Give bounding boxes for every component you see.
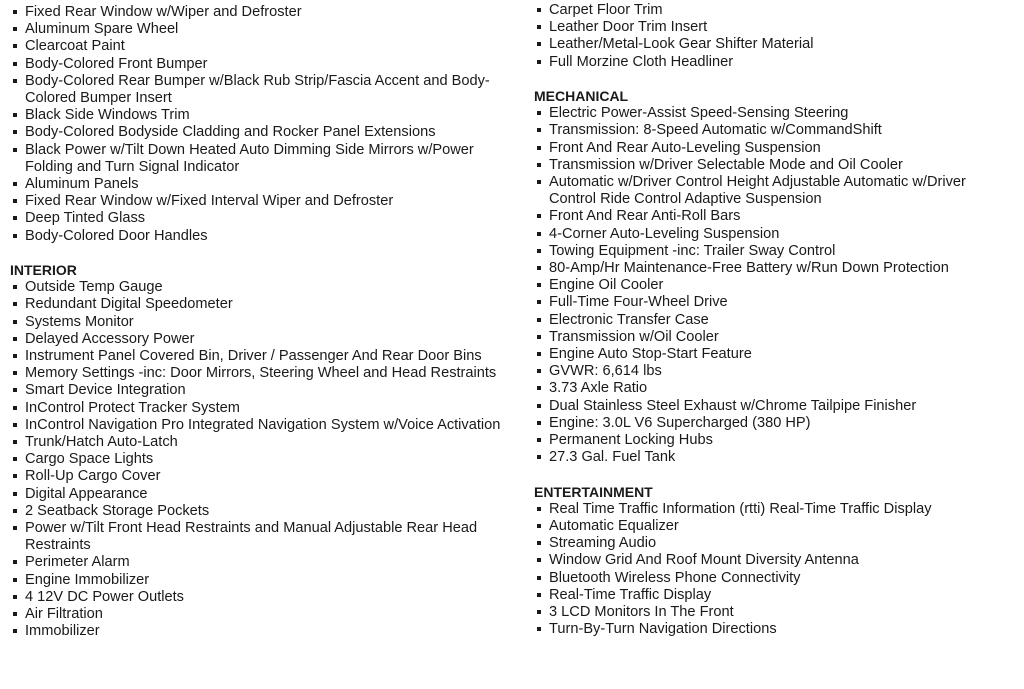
list-item	[10, 572, 515, 589]
list-item-text: GVWR: 6,614 lbs	[549, 363, 662, 380]
bullet-icon	[13, 406, 17, 410]
bullet-icon	[13, 302, 17, 306]
bullet-icon	[13, 216, 17, 220]
bullet-icon	[13, 10, 17, 14]
list-item-text: Full-Time Four-Wheel Drive	[549, 294, 728, 311]
list-item-text: Carpet Floor Trim	[549, 2, 663, 18]
list-item-text: Body-Colored Door Handles	[25, 227, 208, 244]
bullet-icon	[537, 42, 541, 46]
list-item-text: Aluminum Panels	[25, 176, 139, 193]
list-item	[534, 449, 1004, 466]
list-item-text: Turn-By-Turn Navigation Directions	[549, 621, 777, 638]
list-item	[10, 314, 515, 331]
list-item	[10, 73, 515, 107]
left-column	[10, 4, 515, 640]
bullet-icon	[537, 180, 541, 184]
list-item	[534, 174, 1004, 208]
list-item	[534, 105, 1004, 122]
bullet-icon	[13, 371, 17, 375]
list-item-text: Immobilizer	[25, 623, 100, 640]
list-item	[534, 570, 1004, 587]
entertainment-list	[534, 501, 1004, 639]
list-item-text: 2 Seatback Storage Pockets	[25, 502, 210, 519]
bullet-icon	[13, 62, 17, 66]
list-item-text: Engine Immobilizer	[25, 571, 150, 588]
right-column	[534, 2, 1004, 638]
list-item	[534, 621, 1004, 638]
list-item	[10, 486, 515, 503]
list-item	[534, 604, 1004, 621]
list-item	[10, 279, 515, 296]
list-item	[534, 501, 1004, 518]
list-item	[534, 346, 1004, 363]
mechanical-list	[534, 105, 1004, 466]
list-item	[10, 606, 515, 623]
bullet-icon	[13, 44, 17, 48]
bullet-icon	[13, 130, 17, 134]
list-item	[10, 124, 515, 141]
bullet-icon	[13, 27, 17, 31]
list-item	[534, 36, 1004, 53]
list-item-text: Front And Rear Auto-Leveling Suspension	[549, 139, 821, 156]
bullet-icon	[13, 612, 17, 616]
bullet-icon	[537, 421, 541, 425]
bullet-icon	[13, 320, 17, 324]
list-item-text: InControl Navigation Pro Integrated Navigation System w/Voice Activation	[25, 416, 501, 433]
entertainment-title: ENTERTAINMENT	[534, 483, 653, 500]
list-item-text: Permanent Locking Hubs	[549, 432, 713, 449]
interior-list	[10, 279, 515, 640]
bullet-icon	[537, 404, 541, 408]
bullet-icon	[537, 249, 541, 253]
list-item	[10, 417, 515, 434]
list-item-text: Engine: 3.0L V6 Supercharged (380 HP)	[549, 414, 811, 431]
list-item-text: 80-Amp/Hr Maintenance-Free Battery w/Run Down Protection	[549, 260, 949, 277]
list-item-text: Real-Time Traffic Display	[549, 586, 712, 603]
interior-section	[10, 262, 515, 640]
list-item	[10, 107, 515, 124]
bullet-icon	[537, 283, 541, 287]
bullet-icon	[537, 25, 541, 29]
bullet-icon	[537, 455, 541, 459]
bullet-icon	[537, 352, 541, 356]
list-item-text: Window Grid And Roof Mount Diversity Antenna	[549, 552, 859, 569]
bullet-icon	[13, 234, 17, 238]
bullet-icon	[13, 79, 17, 83]
list-item	[10, 348, 515, 365]
list-item	[10, 296, 515, 313]
exterior-list	[10, 4, 515, 245]
bullet-icon	[13, 578, 17, 582]
list-item-text: Deep Tinted Glass	[25, 210, 146, 227]
bullet-icon	[537, 335, 541, 339]
list-item	[10, 589, 515, 606]
interior-title: INTERIOR	[10, 262, 77, 279]
list-item-text: Body-Colored Bodyside Cladding and Rocker Panel Extensions	[25, 124, 436, 141]
list-item	[10, 142, 515, 176]
list-item	[10, 228, 515, 245]
list-item-text: Aluminum Spare Wheel	[25, 21, 179, 38]
list-item-text: Electric Power-Assist Speed-Sensing Steering	[549, 105, 849, 122]
list-item	[10, 554, 515, 571]
bullet-icon	[537, 318, 541, 322]
list-item	[534, 54, 1004, 71]
bullet-icon	[13, 440, 17, 444]
list-item	[534, 587, 1004, 604]
list-item	[10, 503, 515, 520]
list-item-text: 3 LCD Monitors In The Front	[549, 604, 734, 621]
bullet-icon	[537, 438, 541, 442]
bullet-icon	[13, 388, 17, 392]
list-item-text: Redundant Digital Speedometer	[25, 296, 233, 313]
list-item-text: Smart Device Integration	[25, 382, 186, 399]
list-item	[534, 277, 1004, 294]
bullet-icon	[13, 629, 17, 633]
bullet-icon	[537, 627, 541, 631]
list-item-text: Dual Stainless Steel Exhaust w/Chrome Tailpipe Finisher	[549, 397, 917, 414]
list-item-text: Fixed Rear Window w/Fixed Interval Wiper and Defroster	[25, 193, 394, 210]
list-item	[10, 382, 515, 399]
list-item-text: Automatic w/Driver Control Height Adjustable Automatic w/Driver Control Ride Control Adaptive Suspension	[549, 174, 966, 208]
list-item-text: Black Power w/Tilt Down Heated Auto Dimming Side Mirrors w/Power Folding and Turn Signal Indicator	[25, 141, 474, 175]
bullet-icon	[537, 111, 541, 115]
bullet-icon	[537, 576, 541, 580]
list-item	[534, 226, 1004, 243]
bullet-icon	[13, 595, 17, 599]
bullet-icon	[537, 60, 541, 64]
list-item	[10, 400, 515, 417]
list-item-text: Delayed Accessory Power	[25, 330, 195, 347]
list-item-text: 3.73 Axle Ratio	[549, 380, 648, 397]
bullet-icon	[537, 128, 541, 132]
bullet-icon	[13, 337, 17, 341]
list-item	[10, 331, 515, 348]
list-item	[534, 329, 1004, 346]
bullet-icon	[13, 423, 17, 427]
list-item	[10, 365, 515, 382]
mechanical-title: MECHANICAL	[534, 88, 629, 104]
list-item	[534, 432, 1004, 449]
list-item-text: Fixed Rear Window w/Wiper and Defroster	[25, 4, 302, 20]
list-item-text: Leather/Metal-Look Gear Shifter Material	[549, 36, 814, 53]
bullet-icon	[537, 507, 541, 511]
list-item	[534, 243, 1004, 260]
list-item-text: Black Side Windows Trim	[25, 107, 190, 124]
entertainment-section	[534, 484, 1004, 639]
interior-continued-list	[534, 2, 1004, 71]
list-item-text: Power w/Tilt Front Head Restraints and Manual Adjustable Rear Head Restraints	[25, 520, 478, 554]
list-item-text: 4 12V DC Power Outlets	[25, 588, 184, 605]
list-item	[534, 208, 1004, 225]
list-item-text: Transmission w/Oil Cooler	[549, 328, 719, 345]
list-item-text: Transmission w/Driver Selectable Mode and Oil Cooler	[549, 156, 903, 173]
list-item-text: Clearcoat Paint	[25, 38, 125, 55]
list-item-text: Full Morzine Cloth Headliner	[549, 53, 734, 70]
list-item	[534, 552, 1004, 569]
list-item	[10, 468, 515, 485]
list-item-text: Real Time Traffic Information (rtti) Real-Time Traffic Display	[549, 500, 932, 517]
list-item	[534, 2, 1004, 19]
list-item	[10, 193, 515, 210]
list-item-text: Streaming Audio	[549, 535, 657, 552]
list-item	[534, 535, 1004, 552]
list-item	[10, 4, 515, 21]
list-item-text: Systems Monitor	[25, 313, 134, 330]
list-item	[534, 518, 1004, 535]
list-item	[534, 380, 1004, 397]
bullet-icon	[13, 113, 17, 117]
list-item	[534, 294, 1004, 311]
bullet-icon	[537, 8, 541, 12]
list-item	[10, 520, 515, 554]
bullet-icon	[537, 232, 541, 236]
list-item	[10, 210, 515, 227]
bullet-icon	[13, 492, 17, 496]
list-item	[10, 38, 515, 55]
bullet-icon	[13, 354, 17, 358]
bullet-icon	[537, 386, 541, 390]
list-item-text: Roll-Up Cargo Cover	[25, 468, 161, 485]
bullet-icon	[537, 558, 541, 562]
bullet-icon	[537, 610, 541, 614]
list-item	[534, 140, 1004, 157]
list-item	[10, 176, 515, 193]
list-item	[10, 623, 515, 640]
bullet-icon	[537, 266, 541, 270]
list-item-text: Memory Settings -inc: Door Mirrors, Steering Wheel and Head Restraints	[25, 365, 497, 382]
bullet-icon	[537, 541, 541, 545]
bullet-icon	[13, 199, 17, 203]
list-item	[534, 260, 1004, 277]
list-item-text: Air Filtration	[25, 606, 103, 623]
list-item	[534, 398, 1004, 415]
bullet-icon	[537, 524, 541, 528]
list-item	[534, 363, 1004, 380]
list-item-text: Trunk/Hatch Auto-Latch	[25, 434, 178, 451]
bullet-icon	[13, 526, 17, 530]
list-item	[534, 157, 1004, 174]
list-item	[534, 415, 1004, 432]
list-item	[534, 312, 1004, 329]
list-item	[534, 122, 1004, 139]
list-item-text: Body-Colored Rear Bumper w/Black Rub Strip/Fascia Accent and Body-Colored Bumper Insert	[25, 72, 490, 107]
bullet-icon	[13, 148, 17, 152]
list-item-text: Digital Appearance	[25, 485, 148, 502]
list-item	[10, 56, 515, 73]
list-item-text: InControl Protect Tracker System	[25, 399, 240, 416]
list-item-text: Engine Oil Cooler	[549, 277, 664, 294]
list-item-text: Electronic Transfer Case	[549, 311, 709, 328]
list-item-text: 4-Corner Auto-Leveling Suspension	[549, 225, 780, 242]
list-item	[534, 19, 1004, 36]
list-item-text: Cargo Space Lights	[25, 451, 154, 468]
bullet-icon	[537, 163, 541, 167]
list-item-text: Body-Colored Front Bumper	[25, 55, 208, 72]
list-item-text: Bluetooth Wireless Phone Connectivity	[549, 569, 801, 586]
list-item-text: Outside Temp Gauge	[25, 279, 163, 296]
bullet-icon	[537, 593, 541, 597]
bullet-icon	[13, 285, 17, 289]
list-item-text: Instrument Panel Covered Bin, Driver / Passenger And Rear Door Bins	[25, 348, 482, 365]
bullet-icon	[537, 300, 541, 304]
bullet-icon	[13, 182, 17, 186]
list-item	[10, 21, 515, 38]
bullet-icon	[13, 509, 17, 513]
list-item-text: Towing Equipment -inc: Trailer Sway Control	[549, 242, 836, 259]
list-item	[10, 434, 515, 451]
list-item-text: Transmission: 8-Speed Automatic w/CommandShift	[549, 122, 882, 139]
bullet-icon	[537, 369, 541, 373]
bullet-icon	[537, 214, 541, 218]
list-item-text: Engine Auto Stop-Start Feature	[549, 346, 752, 363]
list-item	[10, 451, 515, 468]
list-item-text: Automatic Equalizer	[549, 518, 679, 535]
bullet-icon	[13, 560, 17, 564]
list-item-text: Leather Door Trim Insert	[549, 19, 708, 36]
list-item-text: 27.3 Gal. Fuel Tank	[549, 449, 676, 466]
list-item-text: Perimeter Alarm	[25, 554, 130, 571]
bullet-icon	[13, 474, 17, 478]
mechanical-section	[534, 88, 1004, 466]
list-item-text: Front And Rear Anti-Roll Bars	[549, 208, 741, 225]
bullet-icon	[537, 146, 541, 150]
bullet-icon	[13, 457, 17, 461]
